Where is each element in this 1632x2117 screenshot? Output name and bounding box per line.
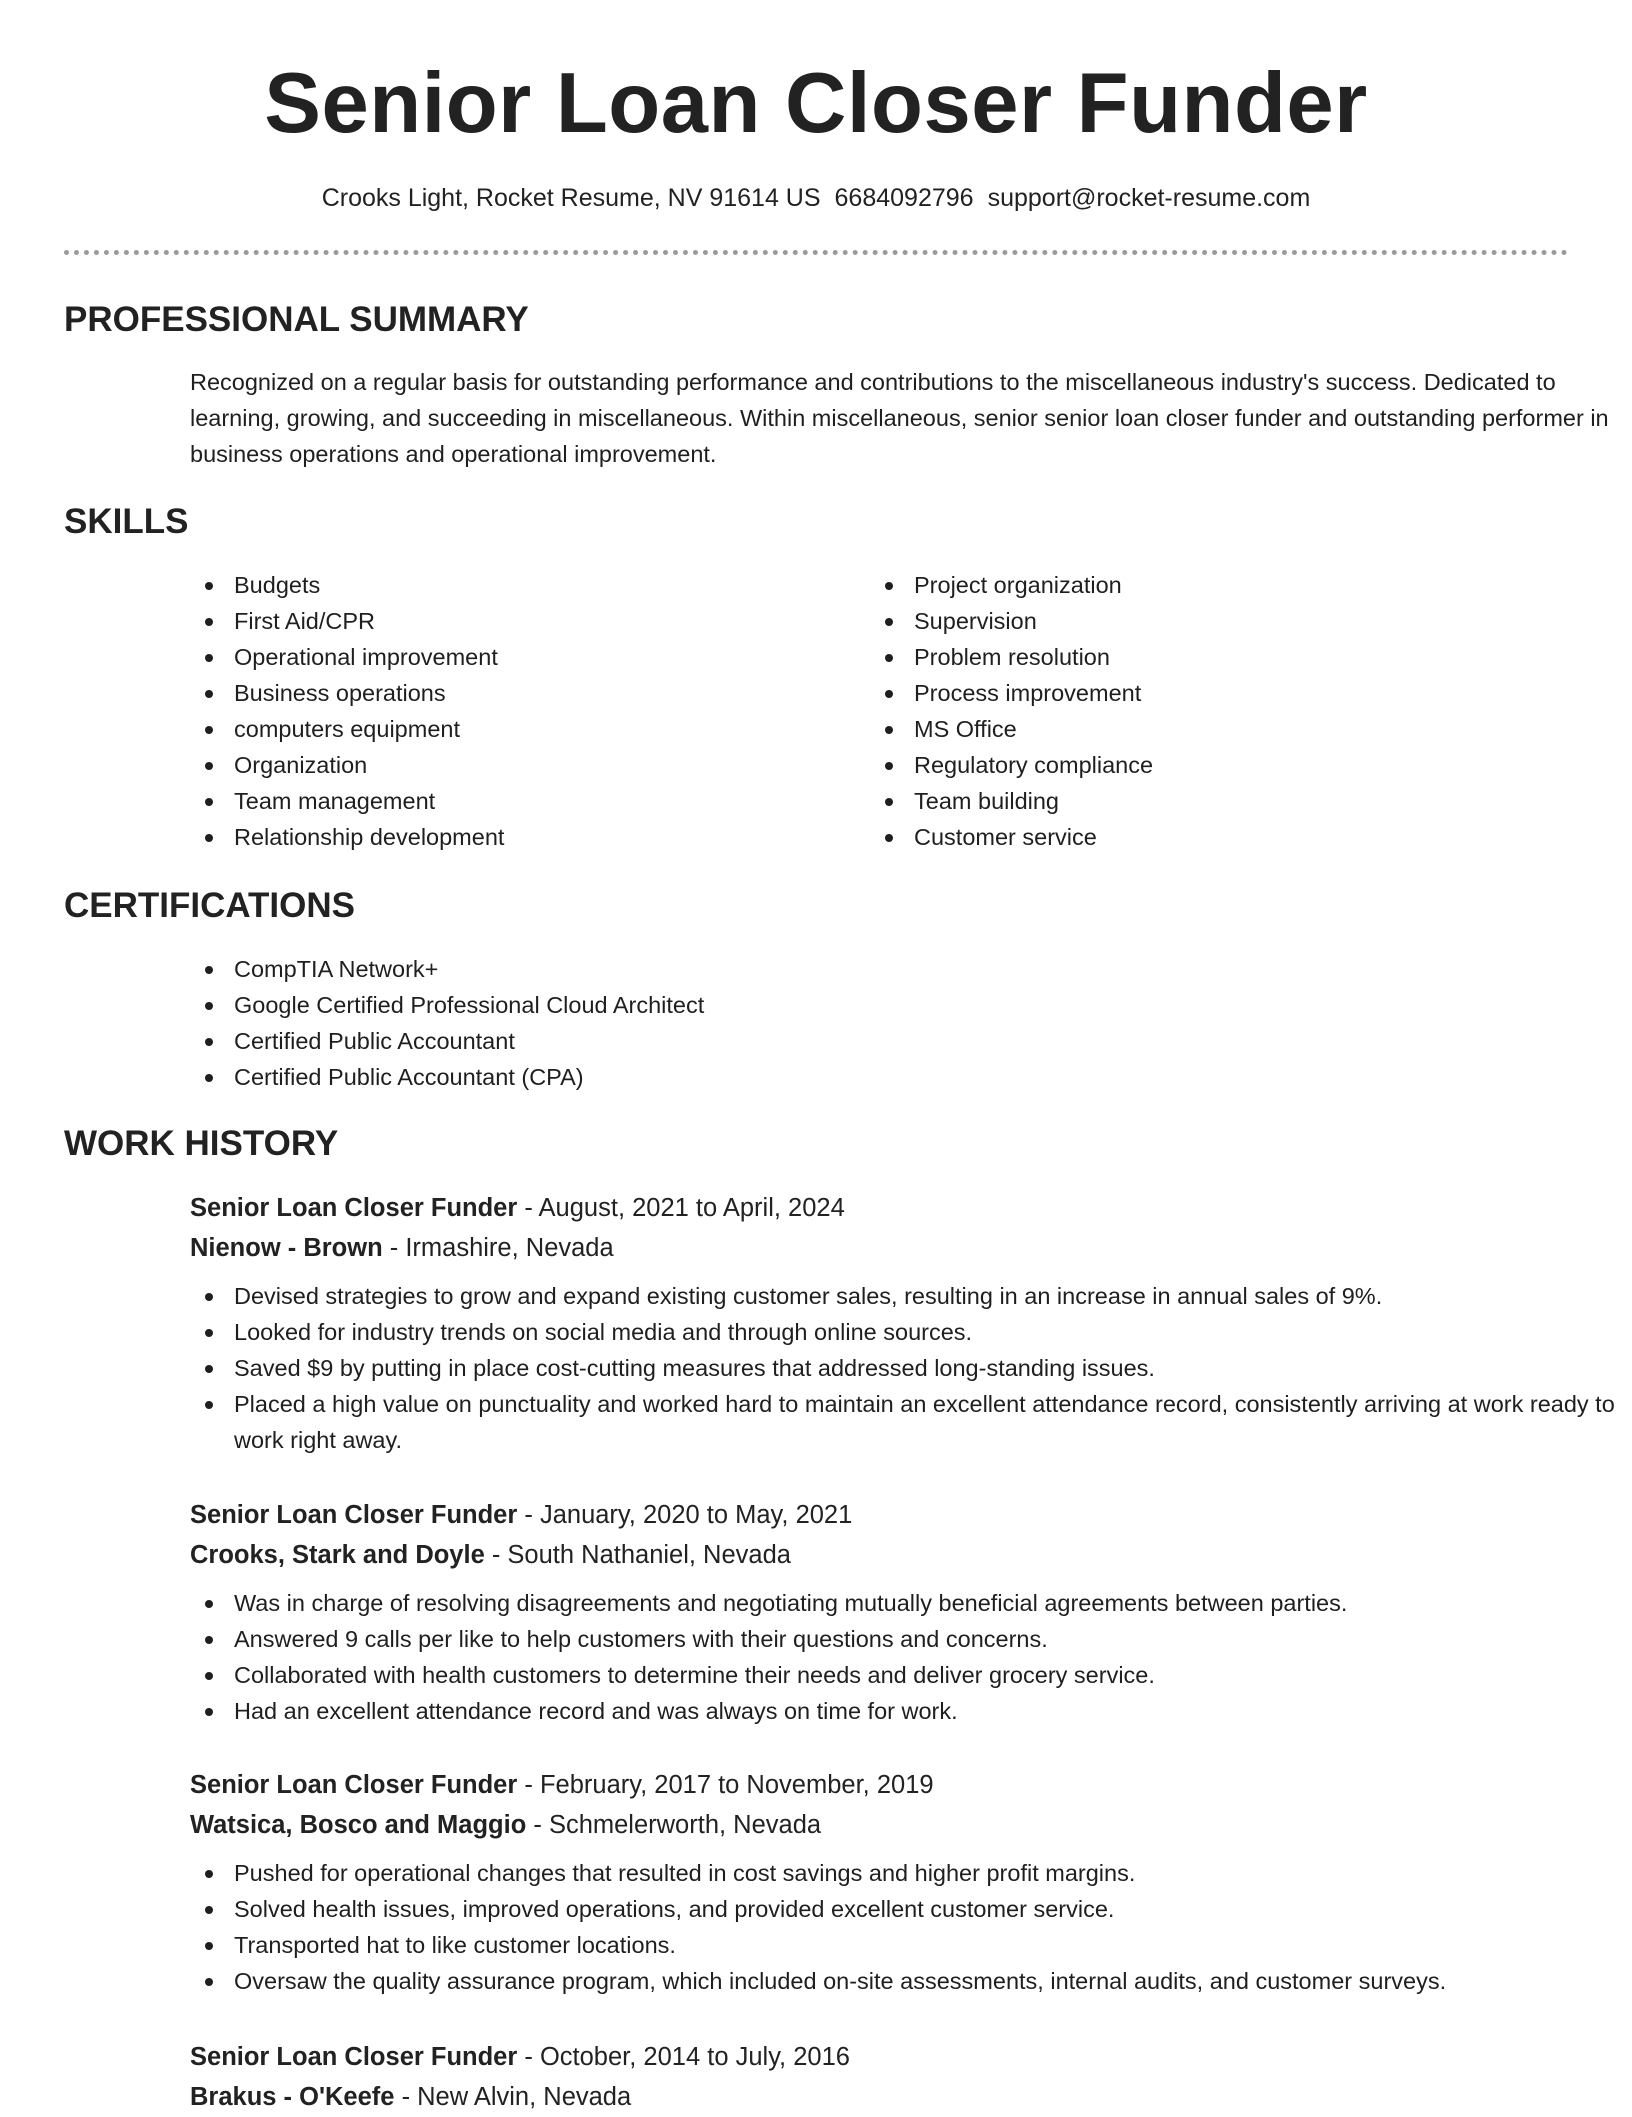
list-item: Google Certified Professional Cloud Architect bbox=[190, 987, 1490, 1023]
job-location: - New Alvin, Nevada bbox=[394, 2083, 632, 2111]
job-title-line bbox=[190, 1765, 1610, 1805]
list-item: Operational improvement bbox=[190, 639, 790, 675]
list-item: Devised strategies to grow and expand existing customer sales, resulting in an increase in annual sales of 9%. bbox=[190, 1278, 1632, 1314]
list-item: Collaborated with health customers to determine their needs and deliver grocery service. bbox=[190, 1657, 1632, 1693]
contact-line bbox=[64, 180, 1568, 216]
job-company-line bbox=[190, 1805, 1610, 1845]
list-item: Organization bbox=[190, 747, 790, 783]
list-item: Solved health issues, improved operations, and provided excellent customer service. bbox=[190, 1891, 1632, 1927]
job-company-line bbox=[190, 1228, 1610, 1268]
resume-name: Senior Loan Closer Funder bbox=[264, 56, 1368, 151]
list-item: Process improvement bbox=[870, 675, 1470, 711]
list-item: Project organization bbox=[870, 567, 1470, 603]
job-location: - South Nathaniel, Nevada bbox=[484, 1541, 791, 1569]
list-item: Business operations bbox=[190, 675, 790, 711]
job-company: Watsica, Bosco and Maggio bbox=[190, 1811, 527, 1839]
section-title-certifications: CERTIFICATIONS bbox=[64, 886, 356, 925]
list-item: Oversaw the quality assurance program, which included on-site assessments, internal audits, and customer surveys. bbox=[190, 1963, 1632, 1999]
list-item: Looked for industry trends on social media and through online sources. bbox=[190, 1314, 1632, 1350]
job-entry bbox=[190, 2037, 1610, 2117]
job-role: Senior Loan Closer Funder bbox=[190, 2043, 518, 2071]
list-item: First Aid/CPR bbox=[190, 603, 790, 639]
job-entry bbox=[190, 1495, 1610, 1729]
job-company: Nienow - Brown bbox=[190, 1234, 383, 1262]
job-location: - Irmashire, Nevada bbox=[382, 1234, 614, 1262]
list-item: Answered 9 calls per like to help customers with their questions and concerns. bbox=[190, 1621, 1632, 1657]
list-item: Placed a high value on punctuality and worked hard to maintain an excellent attendance record, consistently arriving at work ready to work right away. bbox=[190, 1386, 1632, 1458]
list-item: Customer service bbox=[870, 819, 1470, 855]
job-role: Senior Loan Closer Funder bbox=[190, 1771, 518, 1799]
section-title-summary: PROFESSIONAL SUMMARY bbox=[64, 300, 529, 339]
job-title-line bbox=[190, 1495, 1610, 1535]
list-item: Supervision bbox=[870, 603, 1470, 639]
contact-email[interactable]: support@rocket-resume.com bbox=[987, 184, 1311, 212]
list-item: Team building bbox=[870, 783, 1470, 819]
job-bullets bbox=[64, 1585, 1632, 1729]
header-divider bbox=[64, 250, 1568, 255]
certifications-list bbox=[190, 951, 1490, 1095]
job-company-line bbox=[190, 1535, 1610, 1575]
section-title-skills: SKILLS bbox=[64, 502, 189, 541]
list-item: Team management bbox=[190, 783, 790, 819]
job-dates: - February, 2017 to November, 2019 bbox=[517, 1771, 934, 1799]
list-item: MS Office bbox=[870, 711, 1470, 747]
job-dates: - January, 2020 to May, 2021 bbox=[517, 1501, 853, 1529]
job-bullets bbox=[64, 1855, 1632, 1999]
list-item: CompTIA Network+ bbox=[190, 951, 1490, 987]
job-title-line bbox=[190, 2037, 1610, 2077]
job-entry bbox=[190, 1188, 1615, 1458]
list-item: Pushed for operational changes that resulted in cost savings and higher profit margins. bbox=[190, 1855, 1632, 1891]
list-item: Saved $9 by putting in place cost-cutting measures that addressed long-standing issues. bbox=[190, 1350, 1632, 1386]
list-item: Had an excellent attendance record and was always on time for work. bbox=[190, 1693, 1632, 1729]
list-item: Relationship development bbox=[190, 819, 790, 855]
list-item: Budgets bbox=[190, 567, 790, 603]
list-item: Was in charge of resolving disagreements and negotiating mutually beneficial agreements between parties. bbox=[190, 1585, 1632, 1621]
list-item: Problem resolution bbox=[870, 639, 1470, 675]
job-company-line bbox=[190, 2077, 1610, 2117]
job-role: Senior Loan Closer Funder bbox=[190, 1501, 518, 1529]
list-item: Transported hat to like customer locations. bbox=[190, 1927, 1632, 1963]
list-item: Certified Public Accountant bbox=[190, 1023, 1490, 1059]
section-title-work-history: WORK HISTORY bbox=[64, 1124, 339, 1163]
list-item: Regulatory compliance bbox=[870, 747, 1470, 783]
list-item: computers equipment bbox=[190, 711, 790, 747]
job-location: - Schmelerworth, Nevada bbox=[526, 1811, 822, 1839]
contact-address: Crooks Light, Rocket Resume, NV 91614 US bbox=[321, 184, 821, 212]
skills-list-right bbox=[870, 567, 1470, 855]
contact-phone: 6684092796 bbox=[834, 184, 974, 212]
job-dates: - August, 2021 to April, 2024 bbox=[517, 1194, 845, 1222]
resume-page bbox=[64, 0, 1615, 2112]
job-dates: - October, 2014 to July, 2016 bbox=[517, 2043, 850, 2071]
summary-text: Recognized on a regular basis for outstanding performance and contributions to the miscellaneous industry's success. Dedicated to learning, growing, and succeeding in miscellaneous. Within miscellaneous, senior senior loan closer funder and outstanding performer in business operations and operational improvement. bbox=[190, 369, 1609, 467]
list-item: Certified Public Accountant (CPA) bbox=[190, 1059, 1490, 1095]
job-entry bbox=[190, 1765, 1610, 1999]
job-title-line bbox=[190, 1188, 1610, 1228]
job-company: Brakus - O'Keefe bbox=[190, 2083, 395, 2111]
job-role: Senior Loan Closer Funder bbox=[190, 1194, 518, 1222]
skills-list-left bbox=[190, 567, 790, 855]
job-company: Crooks, Stark and Doyle bbox=[190, 1541, 485, 1569]
job-bullets bbox=[64, 1278, 1632, 1458]
